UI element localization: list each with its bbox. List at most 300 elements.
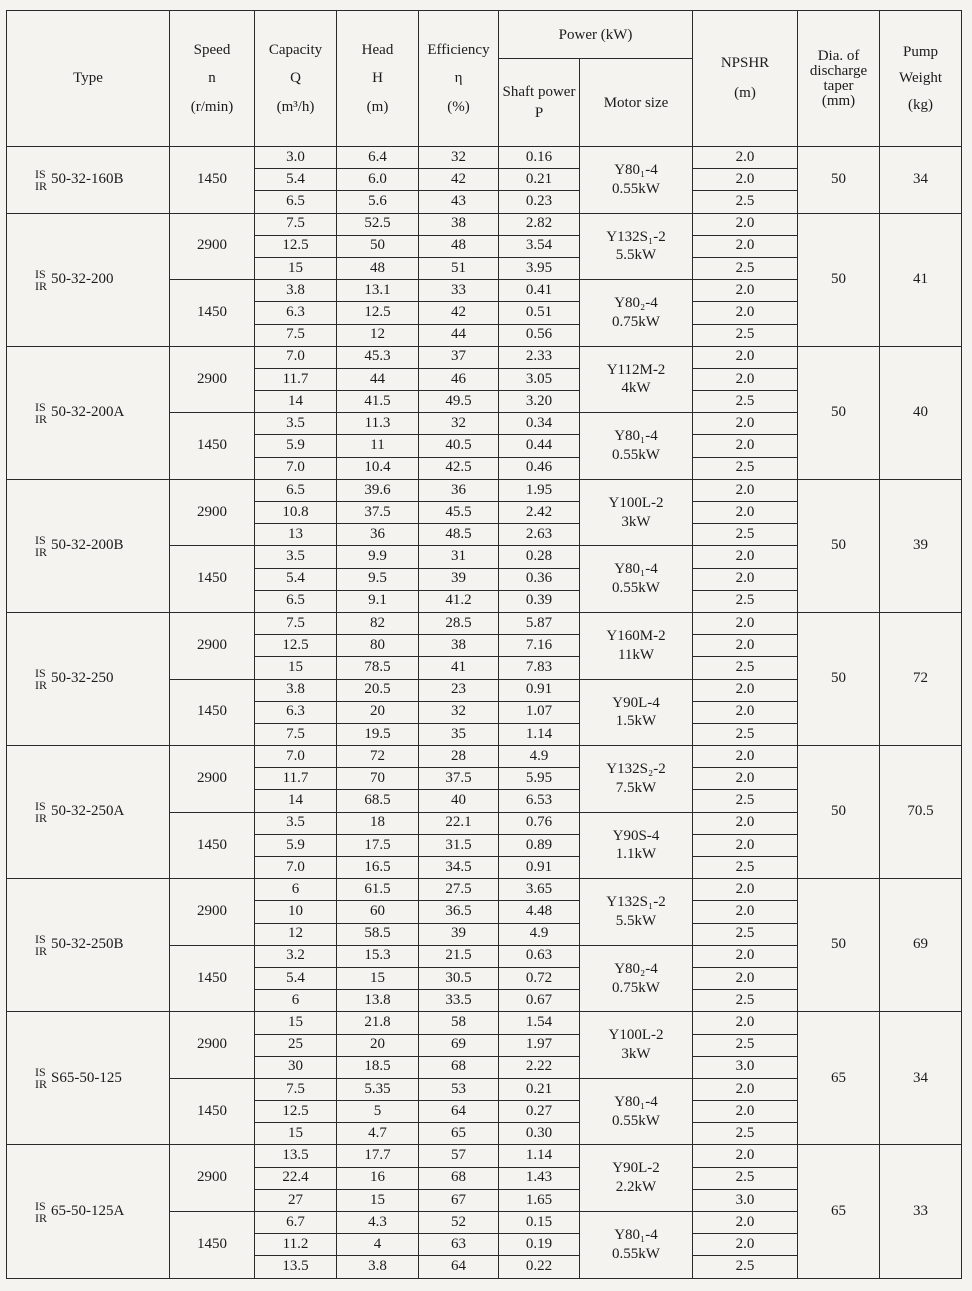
header-shaft-power <box>499 59 580 147</box>
npshr-cell: 2.5 <box>693 257 798 279</box>
dia-discharge-cell: 65 <box>798 1145 880 1278</box>
npshr-cell: 2.0 <box>693 834 798 856</box>
efficiency-cell: 33.5 <box>419 990 499 1012</box>
dia-discharge-cell: 50 <box>798 479 880 612</box>
capacity-cell: 5.4 <box>255 967 337 989</box>
capacity-cell: 13.5 <box>255 1145 337 1167</box>
npshr-cell: 3.0 <box>693 1056 798 1078</box>
head-cell: 16.5 <box>337 857 419 879</box>
capacity-cell: 11.7 <box>255 768 337 790</box>
header-capacity-unit: (m³/h) <box>276 98 315 115</box>
head-cell: 18.5 <box>337 1056 419 1078</box>
header-dia-unit: (mm) <box>821 92 856 109</box>
efficiency-cell: 43 <box>419 191 499 213</box>
shaft-power-cell: 0.23 <box>499 191 580 213</box>
efficiency-cell: 44 <box>419 324 499 346</box>
shaft-power-cell: 1.95 <box>499 479 580 501</box>
head-cell: 5.6 <box>337 191 419 213</box>
motor-power: 0.75kW <box>612 313 660 330</box>
efficiency-cell: 57 <box>419 1145 499 1167</box>
npshr-cell: 2.0 <box>693 502 798 524</box>
efficiency-cell: 68 <box>419 1167 499 1189</box>
head-cell: 17.7 <box>337 1145 419 1167</box>
shaft-power-cell: 0.30 <box>499 1123 580 1145</box>
motor-model: Y112M-2 <box>606 361 666 378</box>
npshr-cell: 2.0 <box>693 1078 798 1100</box>
pump-weight-cell: 70.5 <box>880 746 962 879</box>
header-efficiency-label: Efficiency <box>427 41 490 58</box>
shaft-power-cell: 0.21 <box>499 1078 580 1100</box>
npshr-cell: 2.0 <box>693 479 798 501</box>
motor-size-cell <box>580 413 693 480</box>
efficiency-cell: 42 <box>419 302 499 324</box>
header-type: Type <box>7 11 170 147</box>
motor-power: 0.55kW <box>612 180 660 197</box>
npshr-cell: 2.0 <box>693 1145 798 1167</box>
type-prefix-is: IS <box>35 166 46 181</box>
motor-size-cell <box>580 746 693 813</box>
capacity-cell: 10.8 <box>255 502 337 524</box>
efficiency-cell: 37.5 <box>419 768 499 790</box>
speed-cell: 2900 <box>170 1145 255 1212</box>
efficiency-cell: 53 <box>419 1078 499 1100</box>
head-cell: 15 <box>337 967 419 989</box>
capacity-cell: 7.0 <box>255 746 337 768</box>
efficiency-cell: 39 <box>419 923 499 945</box>
header-head <box>337 11 419 147</box>
shaft-power-cell: 0.91 <box>499 679 580 701</box>
head-cell: 4 <box>337 1234 419 1256</box>
shaft-power-cell: 0.39 <box>499 590 580 612</box>
shaft-power-cell: 0.67 <box>499 990 580 1012</box>
type-prefix-is: IS <box>35 266 46 281</box>
capacity-cell: 12.5 <box>255 1101 337 1123</box>
shaft-power-cell: 5.95 <box>499 768 580 790</box>
type-prefix-is: IS <box>35 1198 46 1213</box>
npshr-cell: 2.0 <box>693 546 798 568</box>
header-shaft-power-symbol: P <box>534 104 544 121</box>
shaft-power-cell: 1.97 <box>499 1034 580 1056</box>
head-cell: 6.4 <box>337 147 419 169</box>
dia-discharge-cell: 50 <box>798 746 880 879</box>
dia-discharge-cell: 50 <box>798 346 880 479</box>
head-cell: 18 <box>337 812 419 834</box>
efficiency-cell: 40 <box>419 790 499 812</box>
capacity-cell: 3.5 <box>255 812 337 834</box>
head-cell: 39.6 <box>337 479 419 501</box>
capacity-cell: 11.7 <box>255 368 337 390</box>
table-row <box>7 147 962 169</box>
npshr-cell: 2.5 <box>693 657 798 679</box>
shaft-power-cell: 3.05 <box>499 368 580 390</box>
type-prefix-ir: IR <box>35 411 47 426</box>
npshr-cell: 2.5 <box>693 923 798 945</box>
capacity-cell: 12 <box>255 923 337 945</box>
pump-type-cell <box>7 346 170 479</box>
type-prefix <box>35 933 47 957</box>
speed-cell: 2900 <box>170 346 255 413</box>
header-pump-weight <box>880 11 962 147</box>
table-row <box>7 746 962 768</box>
shaft-power-cell: 0.34 <box>499 413 580 435</box>
motor-size-cell <box>580 346 693 413</box>
head-cell: 15 <box>337 1189 419 1211</box>
capacity-cell: 7.0 <box>255 457 337 479</box>
efficiency-cell: 37 <box>419 346 499 368</box>
npshr-cell: 2.0 <box>693 679 798 701</box>
efficiency-cell: 48 <box>419 235 499 257</box>
npshr-cell: 3.0 <box>693 1189 798 1211</box>
shaft-power-cell: 1.14 <box>499 723 580 745</box>
type-model-name: 50-32-200 <box>51 270 114 287</box>
pump-type-cell <box>7 1012 170 1145</box>
shaft-power-cell: 3.95 <box>499 257 580 279</box>
pump-type-cell <box>7 1145 170 1278</box>
efficiency-cell: 63 <box>419 1234 499 1256</box>
motor-size-cell <box>580 280 693 347</box>
efficiency-cell: 28.5 <box>419 612 499 634</box>
shaft-power-cell: 0.15 <box>499 1212 580 1234</box>
head-cell: 19.5 <box>337 723 419 745</box>
efficiency-cell: 27.5 <box>419 879 499 901</box>
motor-model: Y90L-4 <box>612 694 660 711</box>
shaft-power-cell: 3.65 <box>499 879 580 901</box>
head-cell: 80 <box>337 635 419 657</box>
capacity-cell: 22.4 <box>255 1167 337 1189</box>
efficiency-cell: 45.5 <box>419 502 499 524</box>
type-prefix <box>35 667 47 691</box>
efficiency-cell: 36.5 <box>419 901 499 923</box>
speed-cell: 1450 <box>170 1078 255 1145</box>
motor-power: 0.75kW <box>612 979 660 996</box>
type-prefix <box>35 401 47 425</box>
type-model-name: 50-32-250B <box>51 936 124 953</box>
capacity-cell: 7.0 <box>255 857 337 879</box>
motor-size-cell <box>580 213 693 280</box>
head-cell: 36 <box>337 524 419 546</box>
efficiency-cell: 30.5 <box>419 967 499 989</box>
npshr-cell: 2.0 <box>693 435 798 457</box>
shaft-power-cell: 1.07 <box>499 701 580 723</box>
pump-type-cell <box>7 612 170 745</box>
type-prefix-ir: IR <box>35 178 47 193</box>
efficiency-cell: 52 <box>419 1212 499 1234</box>
shaft-power-cell: 7.83 <box>499 657 580 679</box>
dia-discharge-cell: 50 <box>798 879 880 1012</box>
pump-weight-cell: 34 <box>880 1012 962 1145</box>
capacity-cell: 13 <box>255 524 337 546</box>
type-prefix-is: IS <box>35 532 46 547</box>
head-cell: 61.5 <box>337 879 419 901</box>
npshr-cell: 2.0 <box>693 568 798 590</box>
npshr-cell: 2.5 <box>693 590 798 612</box>
head-cell: 45.3 <box>337 346 419 368</box>
capacity-cell: 3.5 <box>255 546 337 568</box>
motor-size-cell <box>580 612 693 679</box>
motor-model: Y80₂-4 <box>614 960 658 977</box>
shaft-power-cell: 2.82 <box>499 213 580 235</box>
pump-type-cell <box>7 147 170 214</box>
head-cell: 11 <box>337 435 419 457</box>
speed-cell: 2900 <box>170 612 255 679</box>
header-capacity-label: Capacity <box>268 41 323 58</box>
motor-model: Y90L-2 <box>612 1160 660 1177</box>
capacity-cell: 6.5 <box>255 479 337 501</box>
capacity-cell: 12.5 <box>255 235 337 257</box>
header-weight-unit: (kg) <box>908 96 934 113</box>
type-model-name: 65-50-125A <box>51 1202 125 1219</box>
head-cell: 41.5 <box>337 391 419 413</box>
efficiency-cell: 28 <box>419 746 499 768</box>
table-body <box>7 147 962 1279</box>
head-cell: 3.8 <box>337 1256 419 1278</box>
efficiency-cell: 38 <box>419 213 499 235</box>
npshr-cell: 2.0 <box>693 346 798 368</box>
shaft-power-cell: 0.91 <box>499 857 580 879</box>
speed-cell: 2900 <box>170 479 255 546</box>
capacity-cell: 6 <box>255 990 337 1012</box>
capacity-cell: 3.5 <box>255 413 337 435</box>
npshr-cell: 2.0 <box>693 302 798 324</box>
head-cell: 16 <box>337 1167 419 1189</box>
shaft-power-cell: 0.27 <box>499 1101 580 1123</box>
type-model-name: 50-32-250 <box>51 670 114 687</box>
pump-weight-cell: 41 <box>880 213 962 346</box>
npshr-cell: 2.5 <box>693 723 798 745</box>
speed-cell: 1450 <box>170 812 255 879</box>
npshr-cell: 2.0 <box>693 967 798 989</box>
npshr-cell: 2.5 <box>693 1256 798 1278</box>
head-cell: 48 <box>337 257 419 279</box>
capacity-cell: 25 <box>255 1034 337 1056</box>
capacity-cell: 10 <box>255 901 337 923</box>
shaft-power-cell: 0.76 <box>499 812 580 834</box>
shaft-power-cell: 4.9 <box>499 746 580 768</box>
capacity-cell: 15 <box>255 1012 337 1034</box>
motor-model: Y160M-2 <box>606 627 666 644</box>
efficiency-cell: 31.5 <box>419 834 499 856</box>
efficiency-cell: 35 <box>419 723 499 745</box>
efficiency-cell: 32 <box>419 147 499 169</box>
shaft-power-cell: 2.22 <box>499 1056 580 1078</box>
type-prefix-ir: IR <box>35 278 47 293</box>
head-cell: 58.5 <box>337 923 419 945</box>
table-row <box>7 479 962 501</box>
speed-cell: 1450 <box>170 1212 255 1279</box>
table-row <box>7 612 962 634</box>
efficiency-cell: 48.5 <box>419 524 499 546</box>
type-prefix-ir: IR <box>35 544 47 559</box>
capacity-cell: 7.5 <box>255 723 337 745</box>
motor-size-cell <box>580 1078 693 1145</box>
head-cell: 4.3 <box>337 1212 419 1234</box>
shaft-power-cell: 0.56 <box>499 324 580 346</box>
npshr-cell: 2.5 <box>693 1167 798 1189</box>
npshr-cell: 2.0 <box>693 1234 798 1256</box>
capacity-cell: 3.2 <box>255 945 337 967</box>
head-cell: 5 <box>337 1101 419 1123</box>
head-cell: 44 <box>337 368 419 390</box>
type-model-name: S65-50-125 <box>51 1069 122 1086</box>
head-cell: 70 <box>337 768 419 790</box>
capacity-cell: 7.5 <box>255 213 337 235</box>
shaft-power-cell: 0.19 <box>499 1234 580 1256</box>
header-efficiency-symbol: η <box>454 70 463 87</box>
npshr-cell: 2.0 <box>693 1012 798 1034</box>
npshr-cell: 2.0 <box>693 1101 798 1123</box>
capacity-cell: 3.8 <box>255 280 337 302</box>
motor-size-cell <box>580 479 693 546</box>
efficiency-cell: 42.5 <box>419 457 499 479</box>
header-speed <box>170 11 255 147</box>
motor-power: 1.5kW <box>615 713 657 730</box>
npshr-cell: 2.5 <box>693 790 798 812</box>
shaft-power-cell: 3.20 <box>499 391 580 413</box>
head-cell: 20 <box>337 701 419 723</box>
npshr-cell: 2.0 <box>693 635 798 657</box>
head-cell: 12.5 <box>337 302 419 324</box>
shaft-power-cell: 0.41 <box>499 280 580 302</box>
head-cell: 20.5 <box>337 679 419 701</box>
motor-model: Y80₁-4 <box>614 428 658 445</box>
type-prefix-ir: IR <box>35 944 47 959</box>
efficiency-cell: 22.1 <box>419 812 499 834</box>
head-cell: 60 <box>337 901 419 923</box>
efficiency-cell: 34.5 <box>419 857 499 879</box>
motor-power: 0.55kW <box>612 447 660 464</box>
npshr-cell: 2.0 <box>693 213 798 235</box>
motor-power: 0.55kW <box>612 1112 660 1129</box>
speed-cell: 1450 <box>170 945 255 1012</box>
motor-power: 1.1kW <box>615 846 657 863</box>
shaft-power-cell: 5.87 <box>499 612 580 634</box>
type-prefix <box>35 268 47 292</box>
capacity-cell: 7.5 <box>255 612 337 634</box>
type-model-name: 50-32-200A <box>51 403 125 420</box>
npshr-cell: 2.5 <box>693 457 798 479</box>
capacity-cell: 15 <box>255 657 337 679</box>
head-cell: 13.8 <box>337 990 419 1012</box>
type-prefix <box>35 168 47 192</box>
header-npshr <box>693 11 798 147</box>
header-head-label: Head <box>361 41 394 58</box>
motor-model: Y100L-2 <box>608 494 664 511</box>
motor-power: 5.5kW <box>615 247 657 264</box>
npshr-cell: 2.5 <box>693 1034 798 1056</box>
npshr-cell: 2.0 <box>693 768 798 790</box>
speed-cell: 2900 <box>170 213 255 280</box>
npshr-cell: 2.0 <box>693 235 798 257</box>
head-cell: 15.3 <box>337 945 419 967</box>
speed-cell: 1450 <box>170 546 255 613</box>
npshr-cell: 2.0 <box>693 901 798 923</box>
header-capacity-symbol: Q <box>290 70 301 87</box>
pump-weight-cell: 72 <box>880 612 962 745</box>
motor-size-cell <box>580 147 693 214</box>
npshr-cell: 2.0 <box>693 368 798 390</box>
shaft-power-cell: 1.54 <box>499 1012 580 1034</box>
shaft-power-cell: 0.51 <box>499 302 580 324</box>
efficiency-cell: 36 <box>419 479 499 501</box>
header-dia-line1: Dia. of <box>817 47 860 64</box>
motor-model: Y132S₁-2 <box>606 228 666 245</box>
efficiency-cell: 33 <box>419 280 499 302</box>
capacity-cell: 7.0 <box>255 346 337 368</box>
table-row <box>7 213 962 235</box>
capacity-cell: 5.9 <box>255 834 337 856</box>
capacity-cell: 27 <box>255 1189 337 1211</box>
capacity-cell: 15 <box>255 1123 337 1145</box>
motor-size-cell <box>580 879 693 946</box>
speed-cell: 2900 <box>170 879 255 946</box>
head-cell: 68.5 <box>337 790 419 812</box>
head-cell: 20 <box>337 1034 419 1056</box>
pump-weight-cell: 69 <box>880 879 962 1012</box>
header-weight-line1: Pump <box>903 44 939 61</box>
motor-model: Y80₁-4 <box>614 1093 658 1110</box>
efficiency-cell: 31 <box>419 546 499 568</box>
motor-model: Y80₂-4 <box>614 295 658 312</box>
npshr-cell: 2.5 <box>693 391 798 413</box>
head-cell: 17.5 <box>337 834 419 856</box>
header-speed-unit: (r/min) <box>190 98 234 115</box>
efficiency-cell: 41.2 <box>419 590 499 612</box>
shaft-power-cell: 0.28 <box>499 546 580 568</box>
type-prefix-is: IS <box>35 1065 46 1080</box>
npshr-cell: 2.0 <box>693 1212 798 1234</box>
header-capacity <box>255 11 337 147</box>
head-cell: 9.9 <box>337 546 419 568</box>
head-cell: 13.1 <box>337 280 419 302</box>
head-cell: 11.3 <box>337 413 419 435</box>
npshr-cell: 2.5 <box>693 324 798 346</box>
capacity-cell: 6.7 <box>255 1212 337 1234</box>
efficiency-cell: 51 <box>419 257 499 279</box>
type-model-name: 50-32-250A <box>51 803 125 820</box>
type-prefix <box>35 1066 47 1090</box>
capacity-cell: 6.5 <box>255 590 337 612</box>
npshr-cell: 2.5 <box>693 990 798 1012</box>
capacity-cell: 6.5 <box>255 191 337 213</box>
head-cell: 9.5 <box>337 568 419 590</box>
capacity-cell: 6.3 <box>255 302 337 324</box>
capacity-cell: 5.4 <box>255 169 337 191</box>
dia-discharge-cell: 50 <box>798 147 880 214</box>
pump-type-cell <box>7 213 170 346</box>
header-motor-size: Motor size <box>580 59 693 147</box>
motor-model: Y80₁-4 <box>614 1227 658 1244</box>
capacity-cell: 30 <box>255 1056 337 1078</box>
shaft-power-cell: 4.48 <box>499 901 580 923</box>
npshr-cell: 2.0 <box>693 413 798 435</box>
type-model-name: 50-32-160B <box>51 170 124 187</box>
shaft-power-cell: 2.33 <box>499 346 580 368</box>
header-efficiency <box>419 11 499 147</box>
efficiency-cell: 23 <box>419 679 499 701</box>
shaft-power-cell: 7.16 <box>499 635 580 657</box>
pump-weight-cell: 34 <box>880 147 962 214</box>
npshr-cell: 2.0 <box>693 147 798 169</box>
motor-power: 0.55kW <box>612 580 660 597</box>
header-power: Power (kW) <box>499 11 693 59</box>
speed-cell: 2900 <box>170 1012 255 1079</box>
type-model-name: 50-32-200B <box>51 537 124 553</box>
efficiency-cell: 68 <box>419 1056 499 1078</box>
pump-performance-sheet <box>6 10 961 1279</box>
efficiency-cell: 39 <box>419 568 499 590</box>
shaft-power-cell: 0.22 <box>499 1256 580 1278</box>
head-cell: 10.4 <box>337 457 419 479</box>
